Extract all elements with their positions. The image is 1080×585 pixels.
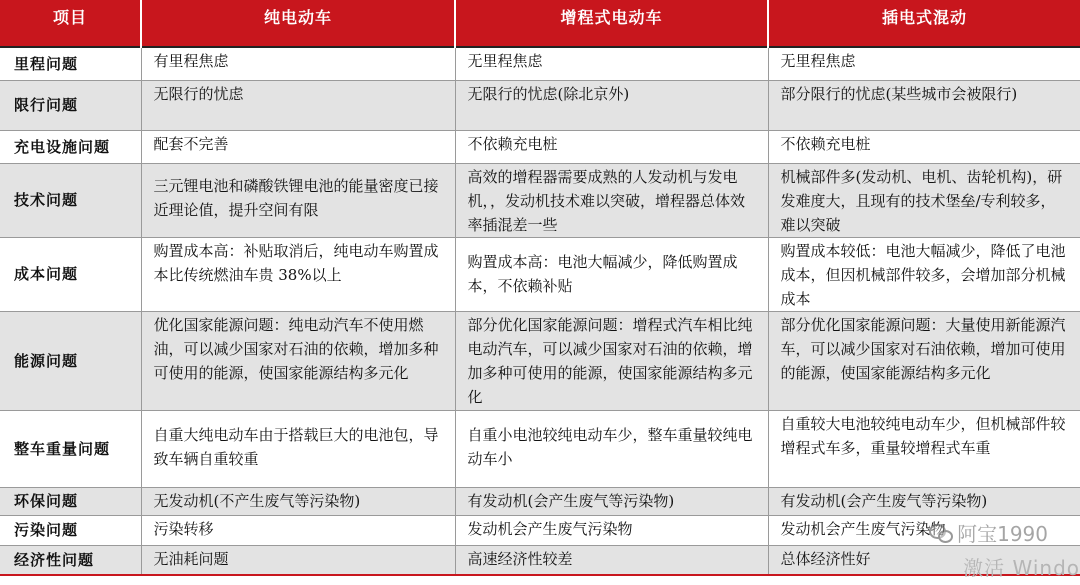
- header-pure-ev: 纯电动车: [141, 0, 455, 47]
- row-label: 限行问题: [0, 80, 141, 130]
- cell-pure-ev: 购置成本高：补贴取消后，纯电动车购置成本比传统燃油车贵 38%以上: [141, 237, 455, 311]
- row-label: 整车重量问题: [0, 410, 141, 487]
- cell-pure-ev: 无发动机(不产生废气等污染物): [141, 487, 455, 515]
- table-row: [0, 545, 1080, 575]
- cell-range-extender: 发动机会产生废气污染物: [455, 515, 768, 545]
- wechat-watermark: [929, 518, 1048, 547]
- wechat-icon: [929, 523, 953, 543]
- header-row: [0, 0, 1080, 47]
- cell-plugin-hybrid: 无里程焦虑: [768, 47, 1080, 80]
- table-row: [0, 410, 1080, 487]
- cell-range-extender: 高效的增程器需要成熟的人发动机与发电机，，发动机技术难以突破，增程器总体效率插混差一些: [455, 163, 768, 237]
- cell-pure-ev: 三元锂电池和磷酸铁锂电池的能量密度已接近理论值，提升空间有限: [141, 163, 455, 237]
- cell-plugin-hybrid: 自重较大电池较纯电动车少，但机械部件较增程式车多，重量较增程式车重: [768, 410, 1080, 487]
- cell-plugin-hybrid: 有发动机(会产生废气等污染物): [768, 487, 1080, 515]
- cell-pure-ev: 有里程焦虑: [141, 47, 455, 80]
- cell-plugin-hybrid: 不依赖充电桩: [768, 130, 1080, 163]
- row-label: 成本问题: [0, 237, 141, 311]
- watermark-text: 阿宝1990: [957, 522, 1048, 546]
- header-plugin-hybrid: 插电式混动: [768, 0, 1080, 47]
- table-row: [0, 163, 1080, 237]
- cell-pure-ev: 配套不完善: [141, 130, 455, 163]
- table-row: [0, 487, 1080, 515]
- row-label: 里程问题: [0, 47, 141, 80]
- cell-range-extender: 购置成本高：电池大幅减少，降低购置成本，不依赖补贴: [455, 237, 768, 311]
- header-item: 项目: [0, 0, 141, 47]
- cell-range-extender: 部分优化国家能源问题：增程式汽车相比纯电动汽车，可以减少国家对石油的依赖，增加多种可使用的能源，使国家能源结构多元化: [455, 311, 768, 410]
- cell-plugin-hybrid: 部分优化国家能源问题：大量使用新能源汽车，可以减少国家对石油依赖，增加可使用的能源，使国家能源结构多元化: [768, 311, 1080, 410]
- row-label: 经济性问题: [0, 545, 141, 575]
- cell-pure-ev: 无限行的忧虑: [141, 80, 455, 130]
- table-row: [0, 130, 1080, 163]
- table-row: [0, 311, 1080, 410]
- cell-plugin-hybrid: 购置成本较低：电池大幅减少，降低了电池成本，但因机械部件较多，会增加部分机械成本: [768, 237, 1080, 311]
- row-label: 充电设施问题: [0, 130, 141, 163]
- header-range-extender: 增程式电动车: [455, 0, 768, 47]
- cell-pure-ev: 无油耗问题: [141, 545, 455, 575]
- row-label: 污染问题: [0, 515, 141, 545]
- cell-plugin-hybrid: 部分限行的忧虑(某些城市会被限行): [768, 80, 1080, 130]
- cell-plugin-hybrid: 机械部件多(发动机、电机、齿轮机构)，研发难度大，且现有的技术堡垒/专利较多，难以突破: [768, 163, 1080, 237]
- cell-range-extender: 有发动机(会产生废气等污染物): [455, 487, 768, 515]
- table-row: [0, 515, 1080, 545]
- table-row: [0, 237, 1080, 311]
- row-label: 能源问题: [0, 311, 141, 410]
- cell-pure-ev: 优化国家能源问题：纯电动汽车不使用燃油，可以减少国家对石油的依赖，增加多种可使用的能源，使国家能源结构多元化: [141, 311, 455, 410]
- cell-range-extender: 高速经济性较差: [455, 545, 768, 575]
- row-label: 环保问题: [0, 487, 141, 515]
- cell-plugin-hybrid: 发动机会产生废气污染物: [768, 515, 1080, 545]
- cell-pure-ev: 自重大纯电动车由于搭载巨大的电池包，导致车辆自重较重: [141, 410, 455, 487]
- cell-pure-ev: 污染转移: [141, 515, 455, 545]
- cell-plugin-hybrid: 总体经济性好: [768, 545, 1080, 575]
- row-label: 技术问题: [0, 163, 141, 237]
- table-row: [0, 47, 1080, 80]
- cell-range-extender: 自重小电池较纯电动车少，整车重量较纯电动车小: [455, 410, 768, 487]
- activation-watermark: 激活 Windo: [963, 556, 1080, 580]
- table-row: [0, 80, 1080, 130]
- cell-range-extender: 不依赖充电桩: [455, 130, 768, 163]
- cell-range-extender: 无里程焦虑: [455, 47, 768, 80]
- cell-range-extender: 无限行的忧虑(除北京外): [455, 80, 768, 130]
